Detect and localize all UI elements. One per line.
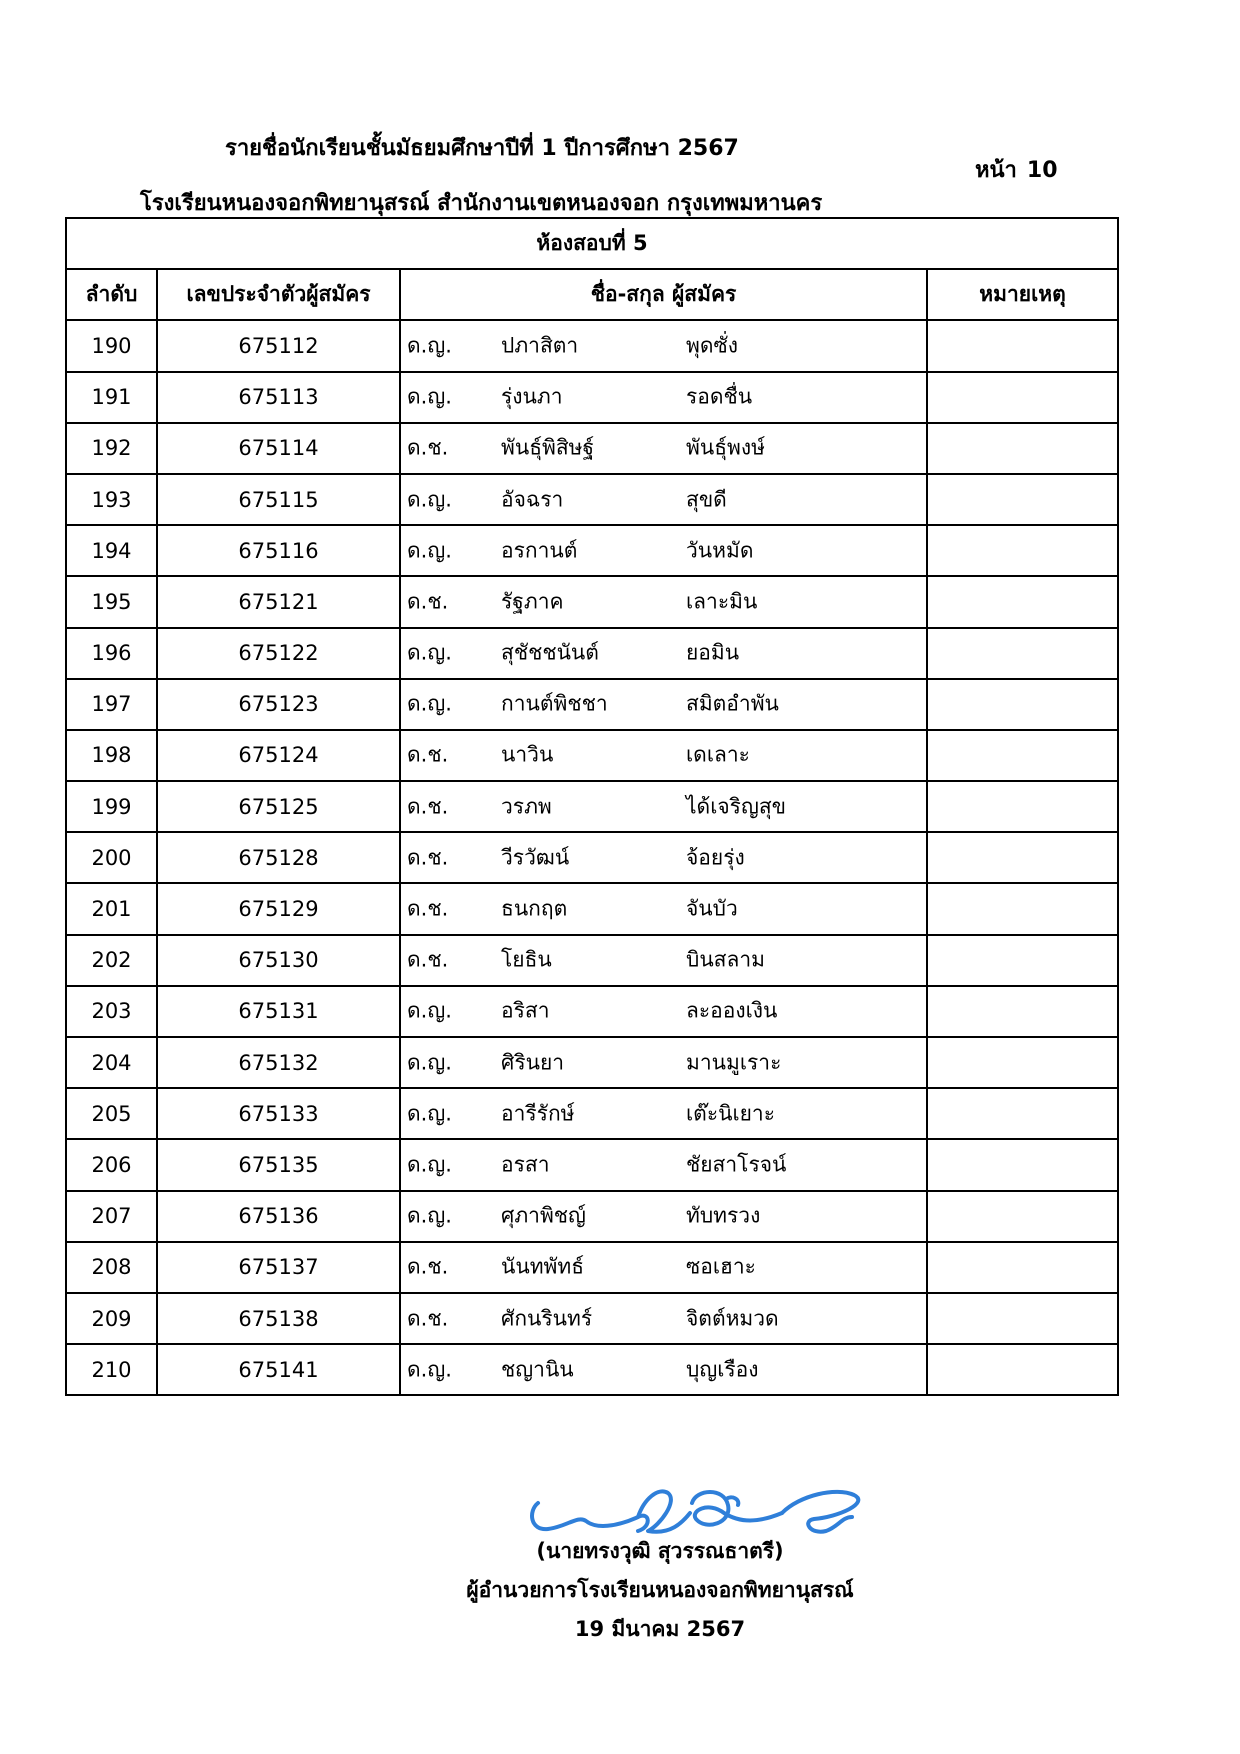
remark-cell <box>927 1293 1118 1344</box>
last-name: มานมูเราะ <box>686 1050 782 1075</box>
director-signature <box>520 1465 880 1545</box>
remark-cell <box>927 935 1118 986</box>
table-row <box>66 986 1118 1037</box>
remark-cell <box>927 320 1118 371</box>
name-prefix: ด.ญ. <box>407 998 452 1023</box>
remark-cell <box>927 423 1118 474</box>
name-prefix: ด.ช. <box>407 1306 449 1331</box>
applicant-id-cell: 675130 <box>157 935 400 986</box>
table-row <box>66 423 1118 474</box>
last-name: ยอมิน <box>686 640 740 665</box>
first-name: ปภาสิตา <box>501 333 579 358</box>
order-cell: 200 <box>66 832 157 883</box>
student-roster-table <box>65 217 1119 1396</box>
name-prefix: ด.ญ. <box>407 487 452 512</box>
table-row <box>66 679 1118 730</box>
name-prefix: ด.ช. <box>407 742 449 767</box>
remark-cell <box>927 1088 1118 1139</box>
first-name: พันธุ์พิสิษฐ์ <box>501 435 595 460</box>
applicant-id-cell: 675115 <box>157 474 400 525</box>
name-prefix: ด.ช. <box>407 845 449 870</box>
first-name: รุ่งนภา <box>501 384 563 409</box>
table-row <box>66 372 1118 423</box>
document-date: 19 มีนาคม 2567 <box>574 1617 746 1641</box>
name-cell <box>400 781 927 832</box>
first-name: อรสา <box>501 1152 550 1177</box>
remark-cell <box>927 372 1118 423</box>
name-prefix: ด.ญ. <box>407 538 452 563</box>
remark-cell <box>927 525 1118 576</box>
first-name: อารีรักษ์ <box>501 1101 575 1126</box>
table-row <box>66 628 1118 679</box>
first-name: โยธิน <box>501 947 552 972</box>
remark-cell <box>927 576 1118 627</box>
signer-name: (นายทรงวุฒิ สุวรรณธาตรี) <box>536 1539 784 1563</box>
first-name: กานต์พิชชา <box>501 691 608 716</box>
column-header-name: ชื่อ-สกุล ผู้สมัคร <box>400 269 927 320</box>
name-prefix: ด.ญ. <box>407 333 452 358</box>
remark-cell <box>927 883 1118 934</box>
column-header-row <box>66 269 1118 320</box>
applicant-id-cell: 675116 <box>157 525 400 576</box>
last-name: บินสลาม <box>686 947 766 972</box>
order-cell: 203 <box>66 986 157 1037</box>
remark-cell <box>927 1037 1118 1088</box>
applicant-id-cell: 675113 <box>157 372 400 423</box>
name-prefix: ด.ช. <box>407 896 449 921</box>
remark-cell <box>927 628 1118 679</box>
last-name: ละอองเงิน <box>686 998 778 1023</box>
name-cell <box>400 935 927 986</box>
name-cell <box>400 576 927 627</box>
applicant-id-cell: 675114 <box>157 423 400 474</box>
applicant-id-cell: 675125 <box>157 781 400 832</box>
last-name: ทับทรวง <box>686 1203 761 1228</box>
applicant-id-cell: 675141 <box>157 1344 400 1395</box>
applicant-id-cell: 675112 <box>157 320 400 371</box>
remark-cell <box>927 1242 1118 1293</box>
table-row <box>66 1088 1118 1139</box>
first-name: อรกานต์ <box>501 538 578 563</box>
table-row <box>66 576 1118 627</box>
name-cell <box>400 474 927 525</box>
table-row <box>66 1293 1118 1344</box>
name-prefix: ด.ญ. <box>407 1050 452 1075</box>
applicant-id-cell: 675137 <box>157 1242 400 1293</box>
name-cell <box>400 423 927 474</box>
order-cell: 196 <box>66 628 157 679</box>
name-cell <box>400 1037 927 1088</box>
name-prefix: ด.ญ. <box>407 384 452 409</box>
exam-room-row <box>66 218 1118 269</box>
name-cell <box>400 1088 927 1139</box>
applicant-id-cell: 675128 <box>157 832 400 883</box>
table-row <box>66 1191 1118 1242</box>
exam-room-label: ห้องสอบที่ 5 <box>66 218 1118 269</box>
applicant-id-cell: 675132 <box>157 1037 400 1088</box>
last-name: สมิตอำพัน <box>686 691 779 716</box>
applicant-id-cell: 675123 <box>157 679 400 730</box>
school-subtitle: โรงเรียนหนองจอกพิทยานุสรณ์ สำนักงานเขตหนองจอก กรุงเทพมหานคร <box>140 191 823 216</box>
first-name: อริสา <box>501 998 550 1023</box>
name-cell <box>400 730 927 781</box>
first-name: นันทพัทธ์ <box>501 1254 585 1279</box>
first-name: ธนกฤต <box>501 896 568 921</box>
name-prefix: ด.ช. <box>407 589 449 614</box>
last-name: รอดชื่น <box>686 384 753 409</box>
order-cell: 206 <box>66 1139 157 1190</box>
first-name: ศุภาพิชญ์ <box>501 1203 586 1228</box>
applicant-id-cell: 675124 <box>157 730 400 781</box>
last-name: พุดซั่ง <box>686 333 738 358</box>
name-cell <box>400 883 927 934</box>
first-name: อัจฉรา <box>501 487 564 512</box>
table-row <box>66 730 1118 781</box>
remark-cell <box>927 1191 1118 1242</box>
order-cell: 191 <box>66 372 157 423</box>
remark-cell <box>927 679 1118 730</box>
name-prefix: ด.ญ. <box>407 1101 452 1126</box>
first-name: สุชัชชนันต์ <box>501 640 599 665</box>
order-cell: 199 <box>66 781 157 832</box>
first-name: ชญานิน <box>501 1357 574 1382</box>
order-cell: 193 <box>66 474 157 525</box>
remark-cell <box>927 832 1118 883</box>
name-prefix: ด.ญ. <box>407 1357 452 1382</box>
last-name: จันบัว <box>686 896 738 921</box>
name-prefix: ด.ช. <box>407 947 449 972</box>
name-cell <box>400 1242 927 1293</box>
name-prefix: ด.ช. <box>407 794 449 819</box>
name-cell <box>400 832 927 883</box>
order-cell: 197 <box>66 679 157 730</box>
order-cell: 205 <box>66 1088 157 1139</box>
last-name: บุญเรือง <box>686 1357 759 1382</box>
first-name: รัฐภาค <box>501 589 564 614</box>
page-value: 10 <box>1026 158 1058 183</box>
table-row <box>66 1139 1118 1190</box>
first-name: วีรวัฒน์ <box>501 845 570 870</box>
table-row <box>66 1242 1118 1293</box>
name-prefix: ด.ญ. <box>407 1203 452 1228</box>
column-header-applicant-id: เลขประจำตัวผู้สมัคร <box>157 269 400 320</box>
last-name: จิตต์หมวด <box>686 1306 779 1331</box>
applicant-id-cell: 675138 <box>157 1293 400 1344</box>
last-name: ชัยสาโรจน์ <box>686 1152 787 1177</box>
table-row <box>66 474 1118 525</box>
order-cell: 202 <box>66 935 157 986</box>
applicant-id-cell: 675136 <box>157 1191 400 1242</box>
name-cell <box>400 1191 927 1242</box>
name-prefix: ด.ช. <box>407 435 449 460</box>
name-cell <box>400 320 927 371</box>
applicant-id-cell: 675135 <box>157 1139 400 1190</box>
remark-cell <box>927 1139 1118 1190</box>
order-cell: 201 <box>66 883 157 934</box>
column-header-remark: หมายเหตุ <box>927 269 1118 320</box>
first-name: ศักนรินทร์ <box>501 1306 593 1331</box>
remark-cell <box>927 1344 1118 1395</box>
page-label: หน้า <box>975 158 1017 183</box>
last-name: ซอเฮาะ <box>686 1254 756 1279</box>
order-cell: 204 <box>66 1037 157 1088</box>
first-name: ศิรินยา <box>501 1050 565 1075</box>
first-name: วรภพ <box>501 794 552 819</box>
applicant-id-cell: 675129 <box>157 883 400 934</box>
name-cell <box>400 1293 927 1344</box>
order-cell: 208 <box>66 1242 157 1293</box>
signer-title: ผู้อำนวยการโรงเรียนหนองจอกพิทยานุสรณ์ <box>466 1578 854 1602</box>
last-name: วันหมัด <box>686 538 754 563</box>
name-cell <box>400 986 927 1037</box>
order-cell: 198 <box>66 730 157 781</box>
name-cell <box>400 372 927 423</box>
last-name: จ้อยรุ่ง <box>686 845 745 870</box>
order-cell: 192 <box>66 423 157 474</box>
remark-cell <box>927 474 1118 525</box>
order-cell: 207 <box>66 1191 157 1242</box>
last-name: สุขดี <box>686 487 727 512</box>
table-row <box>66 935 1118 986</box>
name-cell <box>400 628 927 679</box>
table-row <box>66 883 1118 934</box>
applicant-id-cell: 675131 <box>157 986 400 1037</box>
order-cell: 210 <box>66 1344 157 1395</box>
first-name: นาวิน <box>501 742 554 767</box>
name-prefix: ด.ญ. <box>407 1152 452 1177</box>
applicant-id-cell: 675133 <box>157 1088 400 1139</box>
name-cell <box>400 679 927 730</box>
name-prefix: ด.ช. <box>407 1254 449 1279</box>
name-prefix: ด.ญ. <box>407 640 452 665</box>
order-cell: 209 <box>66 1293 157 1344</box>
order-cell: 194 <box>66 525 157 576</box>
remark-cell <box>927 781 1118 832</box>
last-name: พันธุ์พงษ์ <box>686 435 765 460</box>
table-row <box>66 320 1118 371</box>
table-row <box>66 525 1118 576</box>
name-cell <box>400 525 927 576</box>
last-name: เดเลาะ <box>686 742 750 767</box>
name-cell <box>400 1139 927 1190</box>
order-cell: 195 <box>66 576 157 627</box>
remark-cell <box>927 986 1118 1037</box>
table-row <box>66 1037 1118 1088</box>
applicant-id-cell: 675121 <box>157 576 400 627</box>
name-prefix: ด.ญ. <box>407 691 452 716</box>
name-cell <box>400 1344 927 1395</box>
page-number <box>975 152 1095 187</box>
remark-cell <box>927 730 1118 781</box>
applicant-id-cell: 675122 <box>157 628 400 679</box>
order-cell: 190 <box>66 320 157 371</box>
last-name: เลาะมิน <box>686 589 758 614</box>
last-name: ได้เจริญสุข <box>686 794 787 819</box>
table-row <box>66 832 1118 883</box>
table-row <box>66 781 1118 832</box>
last-name: เต๊ะนิเยาะ <box>686 1101 776 1126</box>
table-row <box>66 1344 1118 1395</box>
document-title: รายชื่อนักเรียนชั้นมัธยมศึกษาปีที่ 1 ปีการศึกษา 2567 <box>225 136 739 161</box>
column-header-order: ลำดับ <box>66 269 157 320</box>
